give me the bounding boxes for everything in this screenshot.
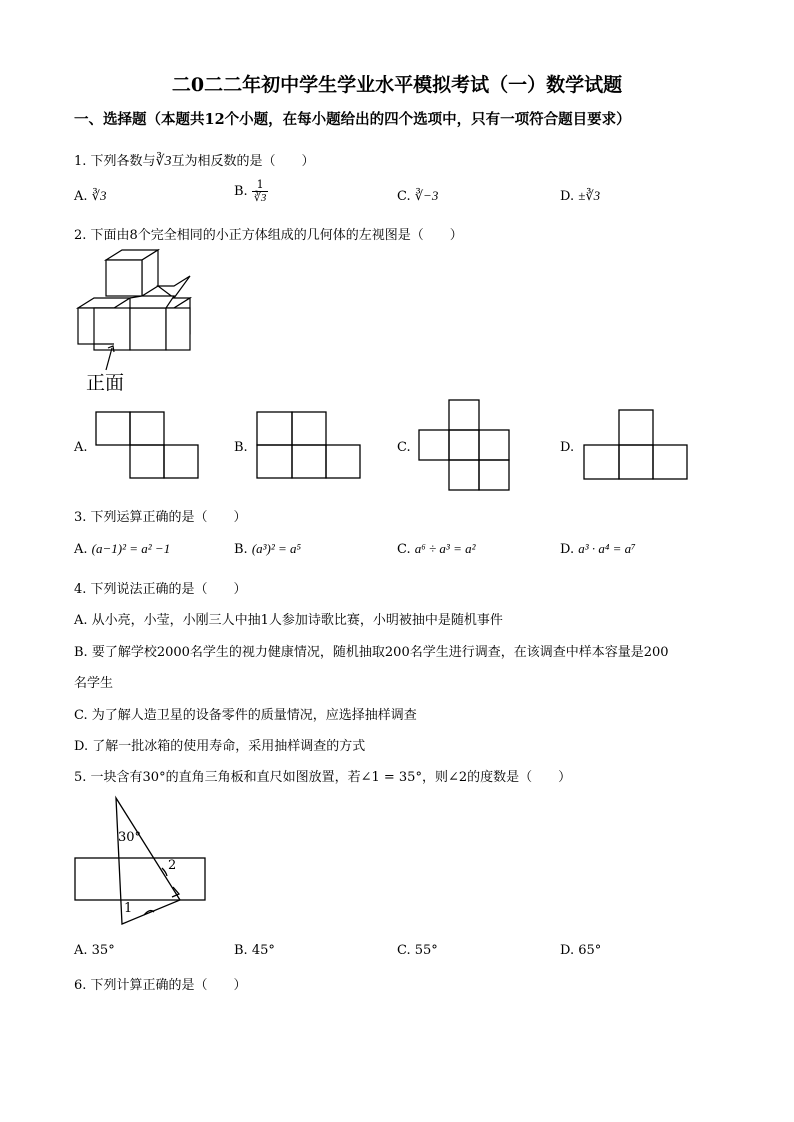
front-label: 正面 xyxy=(86,372,125,394)
ruler xyxy=(75,858,205,900)
q5-option-a[interactable]: A. 35° xyxy=(74,943,115,958)
option-label: B. xyxy=(234,542,248,557)
question-5-stem: 5. 一块含有30°的直角三角板和直尺如图放置，若∠1 = 35°，则∠2的度数是（ ） xyxy=(74,770,572,785)
question-2-stem: 2. 下面由8个完全相同的小正方体组成的几何体的左视图是（ ） xyxy=(74,228,463,243)
q1-option-d[interactable] xyxy=(560,188,600,204)
option-label: B. xyxy=(234,184,248,199)
q4-option-c[interactable]: C. 为了解人造卫星的设备零件的质量情况，应选择抽样调查 xyxy=(74,708,417,723)
q3-option-c[interactable] xyxy=(397,541,476,557)
page-title: 二0二二年初中学生学业水平模拟考试（一）数学试题 xyxy=(171,74,623,96)
q3-option-b[interactable] xyxy=(234,541,301,557)
fraction-denominator: ∛3 xyxy=(253,192,267,204)
q4-option-b-cont[interactable]: 名学生 xyxy=(74,676,114,691)
option-value: a³ · a⁴ = a⁷ xyxy=(578,541,636,556)
question-1-stem-after: 互为相反数的是（ ） xyxy=(171,154,315,169)
q3-option-a[interactable] xyxy=(74,541,170,557)
q5-option-d[interactable]: D. 65° xyxy=(560,943,602,958)
question-6-stem: 6. 下列计算正确的是（ ） xyxy=(74,978,247,993)
q4-option-d[interactable]: D. 了解一批冰箱的使用寿命，采用抽样调查的方式 xyxy=(74,739,366,754)
triangle-ruler-figure xyxy=(74,796,209,926)
question-1-stem-before: 1. 下列各数与 xyxy=(74,154,156,169)
option-label: D. xyxy=(560,189,575,204)
arrow-line xyxy=(106,348,112,370)
q4-option-b[interactable]: B. 要了解学校2000名学生的视力健康情况，随机抽取200名学生进行调查，在该调查中样本容量是200 xyxy=(74,645,669,660)
q5-option-b[interactable]: B. 45° xyxy=(234,943,275,958)
angle-2-label: 2 xyxy=(168,858,177,873)
option-value: ∛3 xyxy=(91,188,107,203)
option-value: (a³)² = a⁵ xyxy=(251,541,302,556)
option-label: C. xyxy=(397,189,411,204)
cube-front-face xyxy=(106,260,142,296)
option-label: A. xyxy=(74,542,88,557)
option-label: C. xyxy=(397,542,411,557)
option-label: D. xyxy=(560,542,575,557)
q1-option-c[interactable] xyxy=(397,188,438,204)
q2-option-a-figure[interactable] xyxy=(95,411,200,481)
fraction xyxy=(252,178,269,205)
q3-option-d[interactable] xyxy=(560,541,636,557)
q1-option-a[interactable] xyxy=(74,188,106,204)
q2-option-d-label[interactable]: D. xyxy=(560,440,575,455)
q2-option-c-label[interactable]: C. xyxy=(397,440,411,455)
q2-option-b-label[interactable]: B. xyxy=(234,440,248,455)
question-1-expr: ∛3 xyxy=(155,154,172,169)
option-value: ∛−3 xyxy=(414,188,439,203)
q1-option-b[interactable] xyxy=(234,178,268,205)
option-label: A. xyxy=(74,189,88,204)
option-value: a⁶ ÷ a³ = a² xyxy=(414,541,476,556)
question-1 xyxy=(74,150,314,170)
question-4-stem: 4. 下列说法正确的是（ ） xyxy=(74,582,247,597)
q2-option-c-figure[interactable] xyxy=(418,399,513,494)
section-heading: 一、选择题（本题共12个小题，在每小题给出的四个选项中，只有一项符合题目要求） xyxy=(74,111,631,128)
q4-option-a[interactable]: A. 从小亮，小莹，小刚三人中抽1人参加诗歌比赛，小明被抽中是随机事件 xyxy=(74,613,503,628)
option-value: ±∛3 xyxy=(578,188,601,203)
q2-option-d-figure[interactable] xyxy=(583,409,689,481)
angle-1-label: 1 xyxy=(124,901,133,916)
fraction-numerator: 1 xyxy=(252,178,269,192)
angle-30-label: 30° xyxy=(118,830,142,845)
option-value: (a−1)² = a² −1 xyxy=(91,541,171,556)
q5-option-c[interactable]: C. 55° xyxy=(397,943,438,958)
q2-option-b-figure[interactable] xyxy=(256,411,362,481)
question-3-stem: 3. 下列运算正确的是（ ） xyxy=(74,510,247,525)
q2-option-a-label[interactable]: A. xyxy=(74,440,88,455)
